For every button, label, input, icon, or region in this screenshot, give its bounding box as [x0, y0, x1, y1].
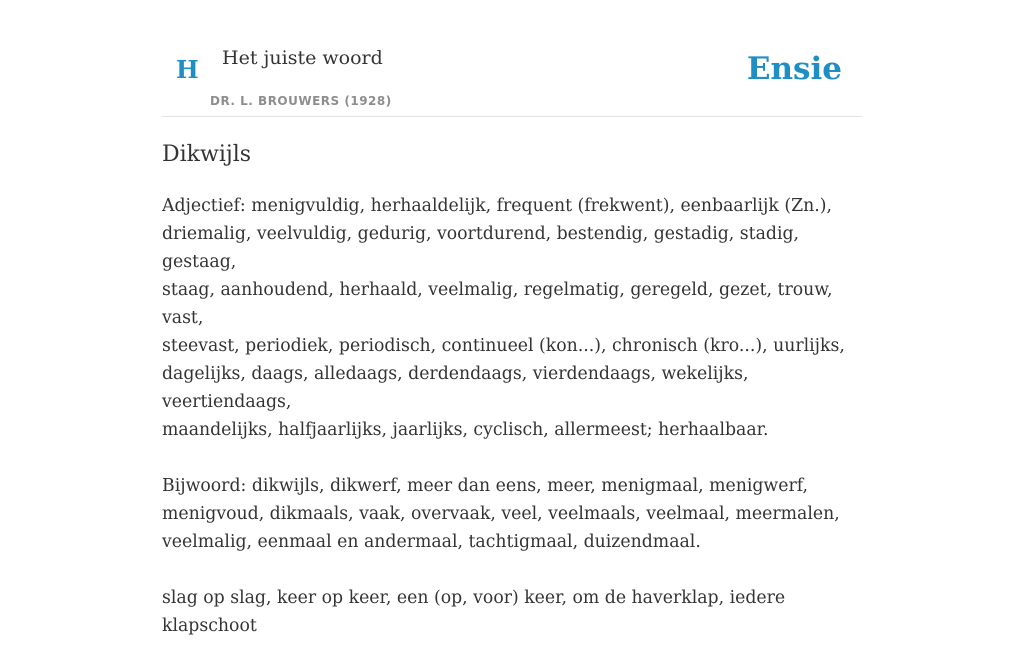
- book-header: [162, 0, 862, 117]
- entry-paragraph-bijwoord: Bijwoord: dikwijls, dikwerf, meer dan eens, meer, menigmaal, menigwerf, menigvoud, dikmaals, vaak, overvaak, veel, veelmaals, veelmaal, meermalen, veelmalig, eenmaal en andermaal, tachtigmaal, duizendmaal.: [162, 476, 840, 552]
- book-title-link[interactable]: Het juiste woord: [222, 47, 383, 69]
- entry-paragraph-adjectief: Adjectief: menigvuldig, herhaaldelijk, frequent (frekwent), eenbaarlijk (Zn.), driemalig, veelvuldig, gedurig, voortdurend, bestendig, gestadig, stadig, gestaag, staag, aanhoudend, herhaald, veelmalig, regelmatig, geregeld, gezet, trouw, vast, steevast, periodiek, periodisch, continueel (kon...), chronisch (kro...), uurlijks, dagelijks, daags, alledaags, derdendaags, vierdendaags, wekelijks, veertiendaags, maandelijks, halfjaarlijks, jaarlijks, cyclisch, allermeest; herhaalbaar.: [162, 196, 845, 440]
- entry-paragraph-expressions: slag op slag, keer op keer, een (op, voor) keer, om de haverklap, iedere klapschoot: [162, 588, 786, 636]
- book-logo-letter[interactable]: H: [176, 55, 199, 84]
- dictionary-page: [162, 0, 862, 636]
- book-author: DR. L. BROUWERS (1928): [210, 94, 392, 108]
- entry-title: Dikwijls: [162, 142, 252, 167]
- entry-body: [162, 192, 862, 668]
- ensie-logo[interactable]: Ensie: [746, 51, 842, 87]
